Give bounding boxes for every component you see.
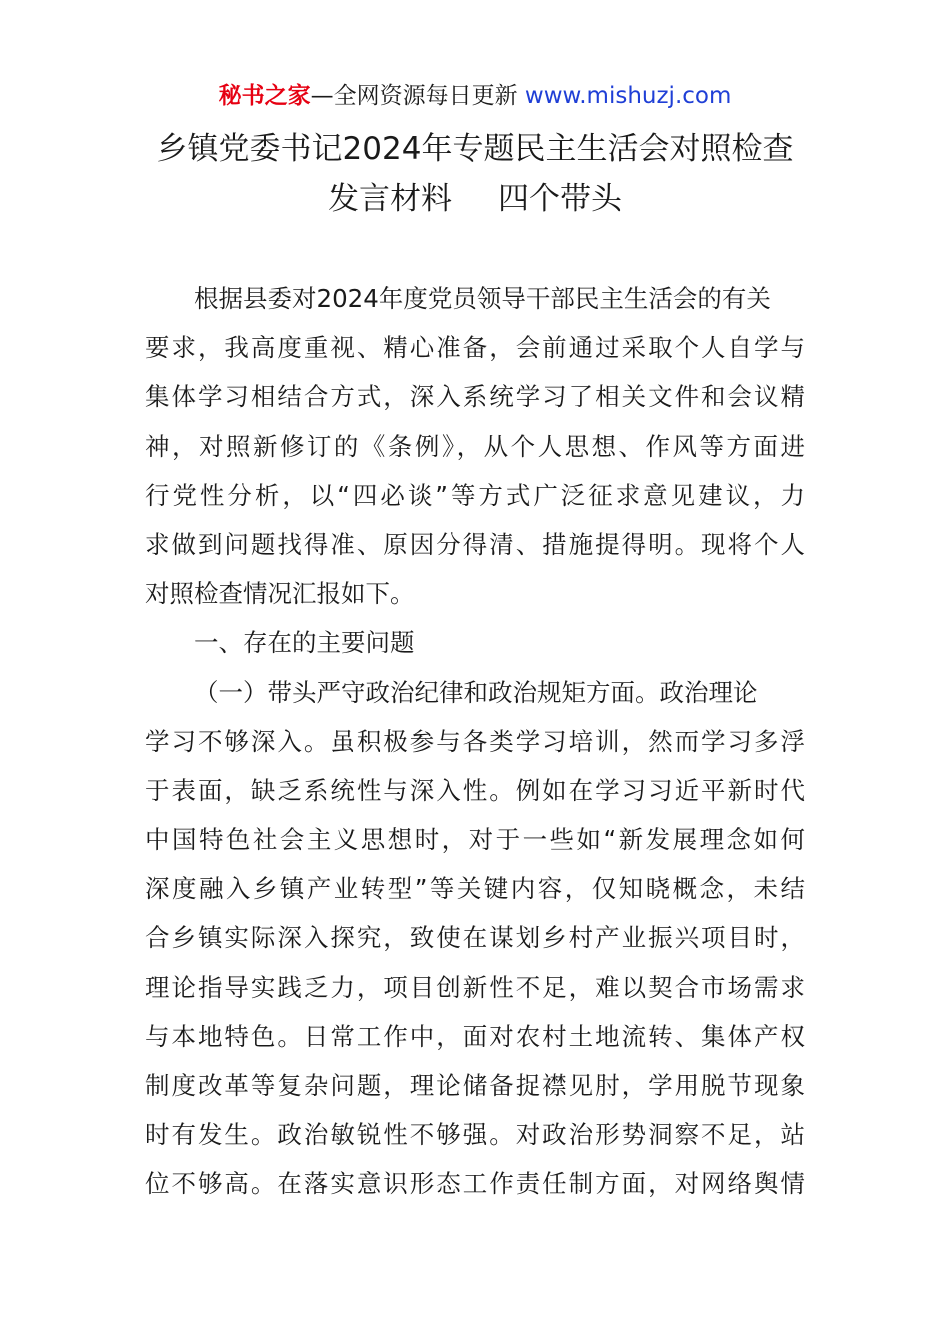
site-url[interactable]: www.mishuzj.com	[524, 83, 732, 109]
body-line: 位不够高。在落实意识形态工作责任制方面，对网络舆情	[145, 1169, 805, 1199]
body-line: 中国特色社会主义思想时，对于一些如“新发展理念如何	[145, 825, 805, 855]
document-title	[0, 124, 950, 224]
body-line: 求做到问题找得准、原因分得清、措施提得明。现将个人	[145, 529, 805, 559]
body-line: 深度融入乡镇产业转型”等关键内容，仅知晓概念，未结	[145, 874, 805, 904]
title-part-b: 四个带头	[498, 181, 622, 217]
body-line: 制度改革等复杂问题，理论储备捉襟见肘，学用脱节现象	[145, 1071, 805, 1100]
body-line: 与本地特色。日常工作中，面对农村土地流转、集体产权	[145, 1021, 805, 1051]
body-line: （一）带头严守政治纪律和政治规矩方面。政治理论	[194, 677, 758, 707]
site-header	[0, 80, 950, 112]
body-line: 行党性分析，以“四必谈”等方式广泛征求意见建议，力	[145, 480, 805, 510]
title-line-1: 乡镇党委书记2024年专题民主生活会对照检查	[156, 131, 794, 167]
body-line: 要求，我高度重视、精心准备，会前通过采取个人自学与	[145, 333, 805, 363]
body-line: 理论指导实践乏力，项目创新性不足，难以契合市场需求	[145, 972, 805, 1002]
body-line: 于表面，缺乏系统性与深入性。例如在学习习近平新时代	[145, 775, 805, 805]
body-line: 集体学习相结合方式，深入系统学习了相关文件和会议精	[145, 382, 805, 412]
body-line: 神，对照新修订的《条例》，从个人思想、作风等方面进	[145, 431, 805, 461]
body-line: 根据县委对2024年度党员领导干部民主生活会的有关	[194, 284, 771, 313]
title-line-2	[0, 174, 950, 224]
section-heading: 一、存在的主要问题	[194, 628, 415, 658]
body-line: 时有发生。政治敏锐性不够强。对政治形势洞察不足，站	[145, 1120, 805, 1150]
body-line: 对照检查情况汇报如下。	[145, 579, 415, 609]
document-body	[145, 274, 805, 1209]
site-name: 秘书之家	[218, 83, 311, 109]
site-tagline: —全网资源每日更新	[310, 83, 518, 109]
body-line: 学习不够深入。虽积极参与各类学习培训，然而学习多浮	[145, 726, 805, 756]
body-line: 合乡镇实际深入探究，致使在谋划乡村产业振兴项目时，	[145, 923, 805, 953]
title-part-a: 发言材料	[328, 181, 452, 217]
